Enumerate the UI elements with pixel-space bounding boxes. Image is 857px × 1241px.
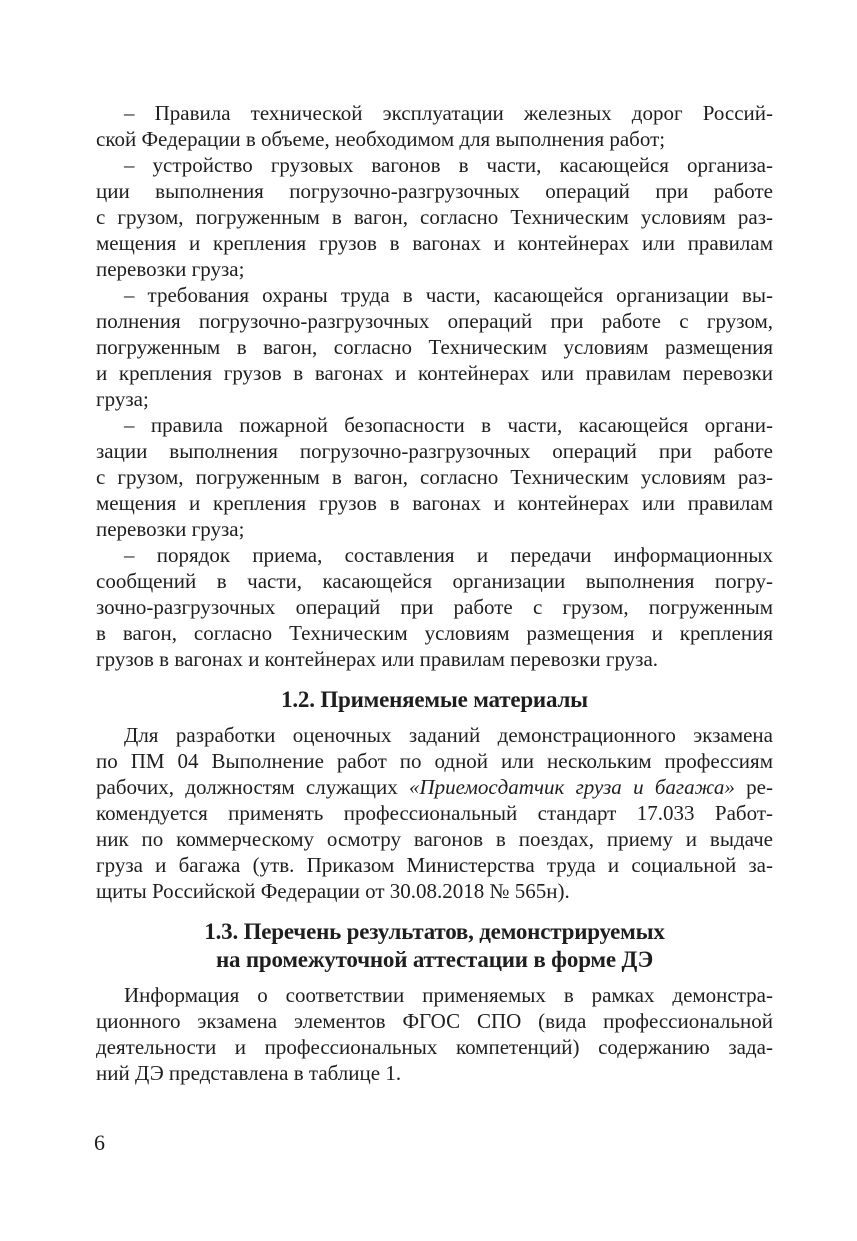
heading-line: на промежуточной аттестации в форме ДЭ: [215, 947, 654, 972]
list-item-line: зочно-разгрузочных операций при работе с грузом, погруженным: [96, 595, 773, 619]
page-number: 6: [94, 1130, 105, 1155]
paragraph-line: Информация о соответствии применяемых в рамках демонстра-: [124, 983, 773, 1007]
paragraph-line: по ПМ 04 Выполнение работ по одной или нескольким профессиям: [96, 749, 773, 773]
paragraph-line: щиты Российской Федерации от 30.08.2018 № 565н).: [96, 879, 570, 903]
line-text-end: ре-: [734, 775, 773, 799]
list-item-line: зации выполнения погрузочно-разгрузочных операций при работе: [96, 439, 773, 463]
requirements-list: [96, 100, 773, 672]
list-item-line: с грузом, погруженным в вагон, согласно Техническим условиям раз-: [96, 205, 773, 229]
list-item-line: сообщений в части, касающейся организации выполнения погру-: [96, 569, 773, 593]
document-page: [96, 100, 773, 1086]
section-heading-1-2: 1.2. Применяемые материалы: [281, 687, 588, 712]
list-item-line: с грузом, погруженным в вагон, согласно Техническим условиям раз-: [96, 465, 773, 489]
list-item-line: мещения и крепления грузов в вагонах и контейнерах или правилам: [96, 231, 773, 255]
results-paragraph: [96, 982, 773, 1086]
section-heading-1-3: [96, 918, 773, 974]
profession-title: «Приемосдатчик груза и багажа»: [409, 775, 735, 799]
paragraph-line: деятельности и профессиональных компетенций) содержанию зада-: [96, 1035, 773, 1059]
paragraph-line: ционного экзамена элементов ФГОС СПО (вида профессиональной: [96, 1009, 773, 1033]
list-item-line: – Правила технической эксплуатации железных дорог Россий-: [124, 101, 773, 125]
list-item-line: погруженным в вагон, согласно Техническим условиям размещения: [96, 335, 773, 359]
list-item-line: мещения и крепления грузов в вагонах и контейнерах или правилам: [96, 491, 773, 515]
line-text-start: рабочих, должностям служащих: [96, 775, 409, 799]
paragraph-line: ний ДЭ представлена в таблице 1.: [96, 1061, 402, 1085]
paragraph-line: [96, 774, 773, 800]
paragraph-line: груза и багажа (утв. Приказом Министерства труда и социальной за-: [96, 853, 773, 877]
paragraph-line: Для разработки оценочных заданий демонстрационного экзамена: [124, 723, 773, 747]
list-item-line: грузов в вагонах и контейнерах или правилам перевозки груза.: [96, 647, 659, 671]
list-item-line: и крепления грузов в вагонах и контейнерах или правилам перевозки: [96, 361, 773, 385]
paragraph-line: комендуется применять профессиональный стандарт 17.033 Работ-: [96, 801, 773, 825]
heading-line: 1.3. Перечень результатов, демонстрируемых: [204, 919, 665, 944]
list-item-line: ской Федерации в объеме, необходимом для выполнения работ;: [96, 127, 666, 151]
list-item-line: в вагон, согласно Техническим условиям размещения и крепления: [96, 621, 773, 645]
list-item-line: полнения погрузочно-разгрузочных операций при работе с грузом,: [96, 309, 773, 333]
list-item-line: перевозки груза;: [96, 517, 245, 541]
paragraph-line: ник по коммерческому осмотру вагонов в поездах, приему и выдаче: [96, 827, 773, 851]
list-item-line: – устройство грузовых вагонов в части, касающейся организа-: [124, 153, 773, 177]
list-item-line: перевозки груза;: [96, 257, 245, 281]
list-item-line: ции выполнения погрузочно-разгрузочных операций при работе: [96, 179, 773, 203]
list-item-line: – порядок приема, составления и передачи информационных: [124, 543, 773, 567]
list-item-line: – требования охраны труда в части, касающейся организации вы-: [124, 283, 773, 307]
list-item-line: – правила пожарной безопасности в части, касающейся органи-: [124, 413, 773, 437]
materials-paragraph: [96, 722, 773, 904]
list-item-line: груза;: [96, 387, 149, 411]
